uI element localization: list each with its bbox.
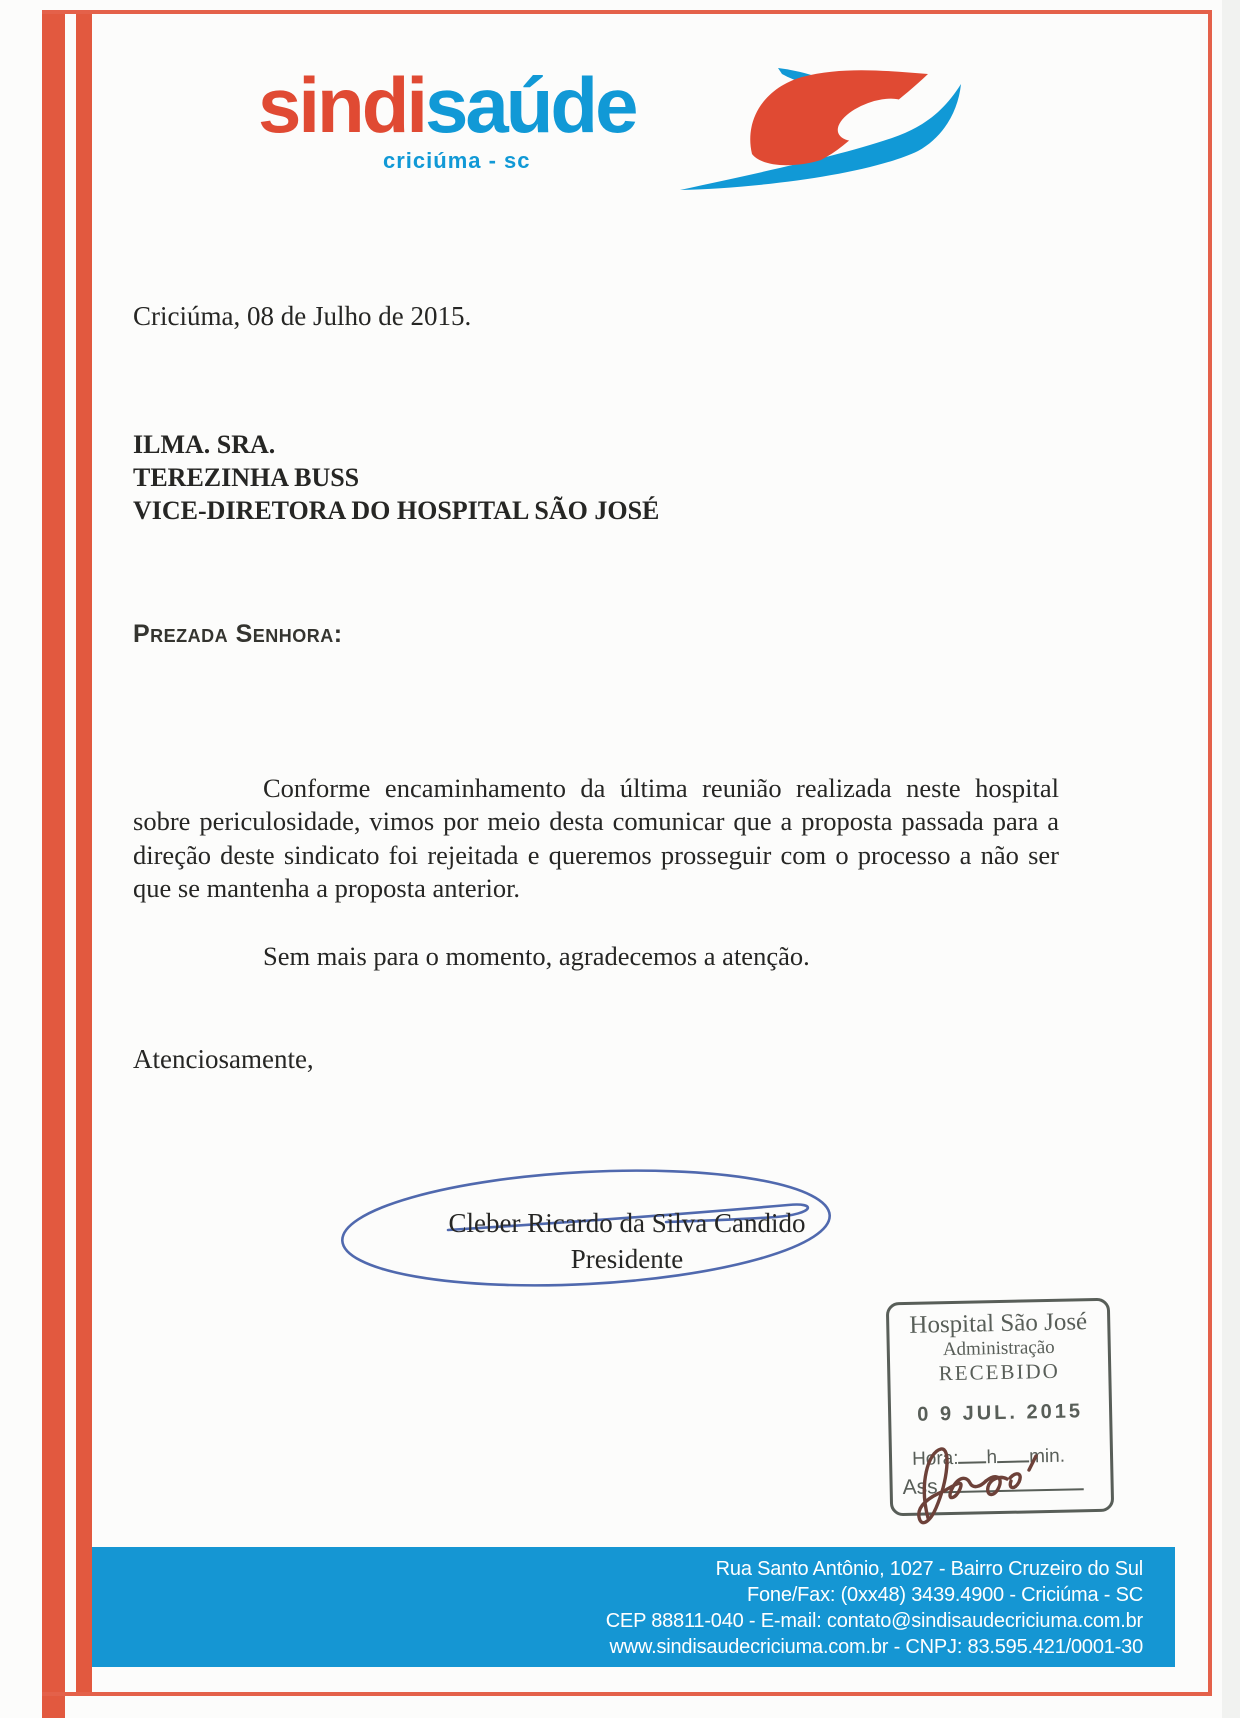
logo-wordmark-sindi: sindi (258, 61, 426, 149)
footer-line-email: CEP 88811-040 - E-mail: contato@sindisaudecriciuma.com.br (605, 1610, 1143, 1632)
footer-line-phone: Fone/Fax: (0xx48) 3439.4900 - Criciúma - SC (746, 1584, 1143, 1606)
stamp-ass-label: Ass. (902, 1475, 944, 1500)
recipient-line-name: TEREZINHA BUSS (133, 463, 360, 492)
recipient-line-honorific: ILMA. SRA. (133, 430, 276, 459)
stamp-hora-min: min. (1028, 1445, 1066, 1468)
logo-tagline: criciúma - sc (383, 148, 531, 173)
received-signature-handwriting (898, 1428, 1058, 1533)
stamp-hora-label: Hora: (911, 1447, 959, 1470)
footer-address-bar (92, 1547, 1175, 1667)
stamp-hora-h: h (986, 1447, 998, 1469)
signer-name: Cleber Ricardo da Silva Candido (448, 1208, 806, 1238)
page-frame-bottom-line (42, 1692, 1212, 1696)
page-frame-top-line (42, 10, 1212, 14)
stamp-hospital-name: Hospital São José (909, 1308, 1088, 1339)
stamp-received-label: RECEBIDO (938, 1358, 1061, 1386)
signer-title: Presidente (570, 1244, 684, 1274)
stamp-date: 0 9 JUL. 2015 (917, 1400, 1084, 1426)
footer-line-website: www.sindisaudecriciuma.com.br - CNPJ: 83.595.421/0001-30 (609, 1636, 1143, 1658)
page-frame-right-line (1208, 10, 1212, 1696)
body-paragraph-2: Sem mais para o momento, agradecemos a atenção. (263, 940, 810, 971)
scan-paper-edge (1222, 0, 1240, 1718)
stamp-department: Administração (942, 1336, 1055, 1361)
salutation: Prezada Senhora: (133, 620, 343, 648)
footer-line-address: Rua Santo Antônio, 1027 - Bairro Cruzeiro do Sul (715, 1558, 1143, 1580)
logo-wordmark-saude: saúde (425, 61, 636, 149)
left-border-stripe-outer (42, 10, 65, 1718)
recipient-block (133, 428, 659, 527)
closing-line: Atenciosamente, (133, 1044, 314, 1074)
body-paragraph-1: Conforme encaminhamento da última reunião realizada neste hospital sobre periculosidade, vimos por meio desta comunicar que a proposta passada para a direção deste sindicato foi rejeitada e queremos prosseguir com o processo a não ser que se mantenha a proposta anterior. (133, 772, 1059, 903)
logo-swoosh-icon (672, 58, 964, 195)
recipient-line-role: VICE-DIRETORA DO HOSPITAL SÃO JOSÉ (133, 496, 660, 525)
letter-date: Criciúma, 08 de Julho de 2015. (133, 301, 472, 331)
left-border-stripe-inner (76, 10, 92, 1696)
logo-wordmark (258, 61, 636, 149)
